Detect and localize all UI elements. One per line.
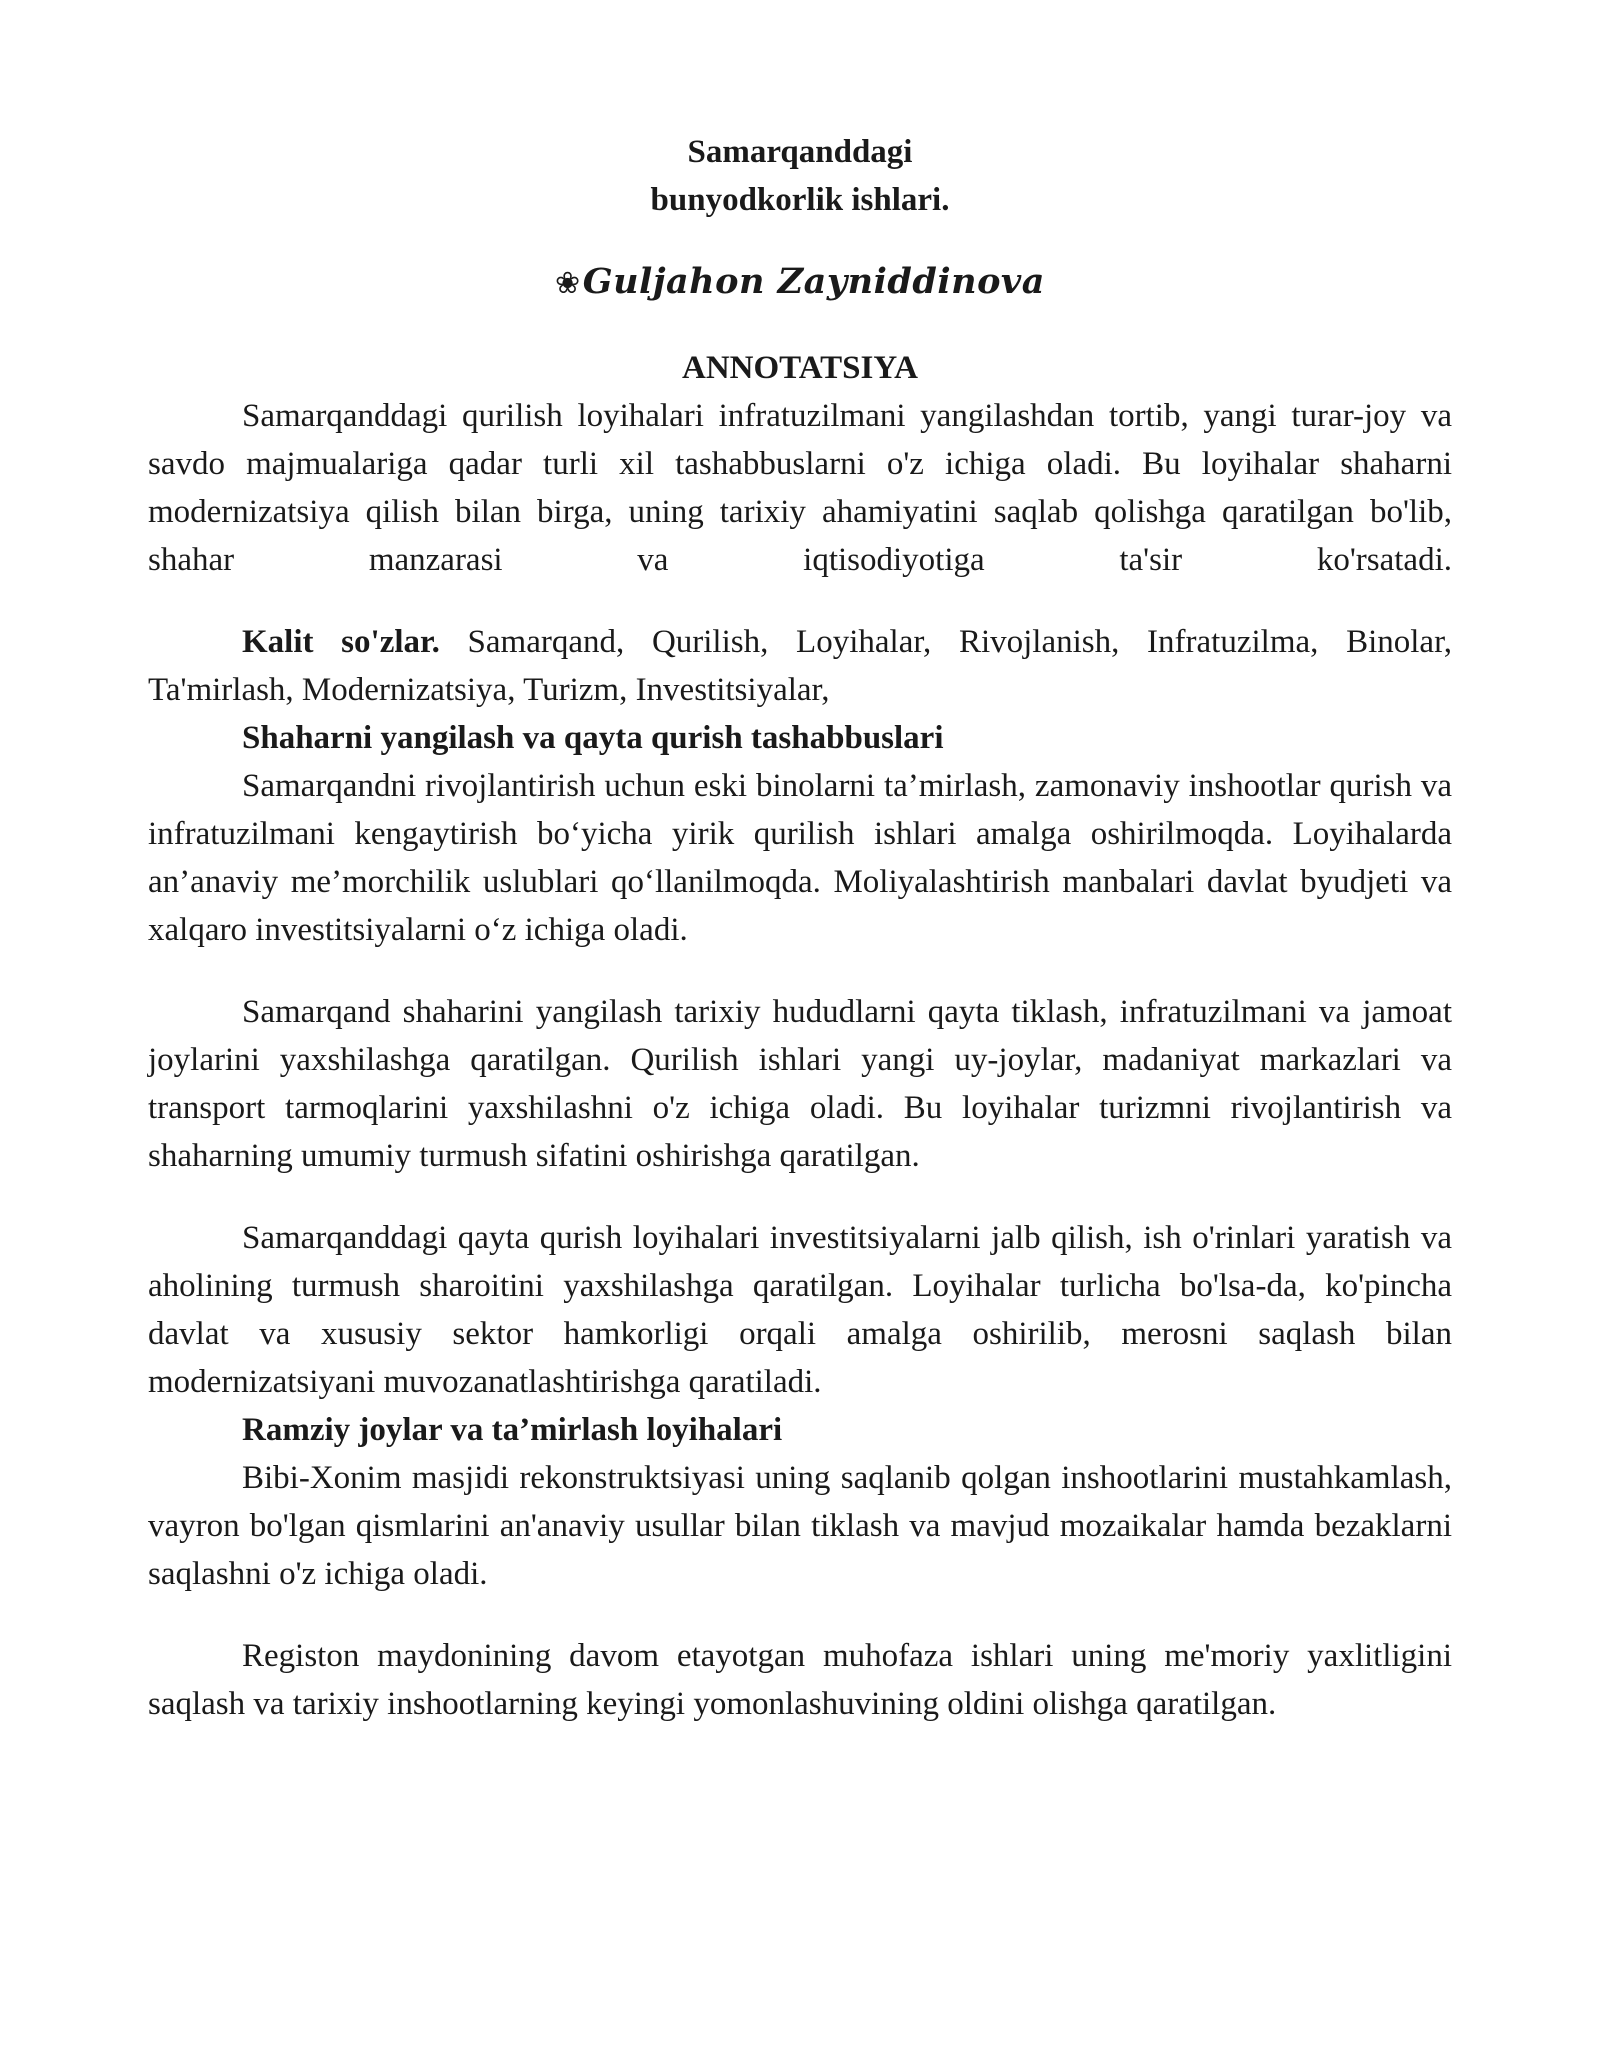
author-line xyxy=(148,258,1452,308)
section-2-paragraph-2: Registon maydonining davom etayotgan muhofaza ishlari uning me'moriy yaxlitligini saqlash va tarixiy inshootlarning keyingi yomonlashuvining oldini olishga qaratilgan. xyxy=(148,1638,1452,1722)
annotation-heading: ANNOTATSIYA xyxy=(682,350,918,386)
document-page xyxy=(148,128,1452,1728)
keywords-list: Samarqand, Qurilish, Loyihalar, Rivojlanish, Infratuzilma, Binolar, Ta'mirlash, Modernizatsiya, Turizm, Investitsiyalar, xyxy=(148,624,1452,708)
section-1-paragraph-2: Samarqand shaharini yangilash tarixiy hududlarni qayta tiklash, infratuzilmani va jamoat joylarini yaxshilashga qaratilgan. Qurilish ishlari yangi uy-joylar, madaniyat markazlari va transport tarmoqlarini yaxshilashni o'z ichiga oladi. Bu loyihalar turizmni rivojlantirish va shaharning umumiy turmush sifatini oshirishga qaratilgan. xyxy=(148,994,1452,1174)
section-1-paragraph-1: Samarqandni rivojlantirish uchun eski binolarni ta’mirlash, zamonaviy inshootlar qurish va infratuzilmani kengaytirish bo‘yicha yirik qurilish ishlari amalga oshirilmoqda. Loyihalarda an’anaviy me’morchilik uslublari qo‘llanilmoqda. Moliyalashtirish manbalari davlat byudjeti va xalqaro investitsiyalarni o‘z ichiga oladi. xyxy=(148,768,1452,948)
annotation-paragraph: Samarqanddagi qurilish loyihalari infratuzilmani yangilashdan tortib, yangi turar-joy va savdo majmualariga qadar turli xil tashabbuslarni o'z ichiga oladi. Bu loyihalar shaharni modernizatsiya qilish bilan birga, uning tarixiy ahamiyatini saqlab qolishga qaratilgan bo'lib, shahar manzarasi va iqtisodiyotiga ta'sir ko'rsatadi. xyxy=(148,398,1452,578)
section-heading-landmarks: Ramziy joylar va ta’mirlash loyihalari xyxy=(242,1412,783,1448)
flower-icon: ❀ xyxy=(555,266,581,301)
section-2-paragraph-1: Bibi-Xonim masjidi rekonstruktsiyasi uning saqlanib qolgan inshootlarini mustahkamlash, vayron bo'lgan qismlarini an'anaviy usullar bilan tiklash va mavjud mozaikalar hamda bezaklarni saqlashni o'z ichiga oladi. xyxy=(148,1460,1452,1592)
section-heading-urban-renewal: Shaharni yangilash va qayta qurish tashabbuslari xyxy=(242,720,944,756)
document-title-line-2: bunyodkorlik ishlari. xyxy=(650,182,950,218)
keywords-label: Kalit so'zlar. xyxy=(242,624,440,660)
document-title-line-1: Samarqanddagi xyxy=(687,134,913,170)
keywords-paragraph xyxy=(148,618,1452,714)
section-1-paragraph-3: Samarqanddagi qayta qurish loyihalari investitsiyalarni jalb qilish, ish o'rinlari yaratish va aholining turmush sharoitini yaxshilashga qaratilgan. Loyihalar turlicha bo'lsa-da, ko'pincha davlat va xususiy sektor hamkorligi orqali amalga oshirilib, merosni saqlash bilan modernizatsiyani muvozanatlashtirishga qaratiladi. xyxy=(148,1220,1452,1400)
author-name: Guljahon Zayniddinova xyxy=(582,261,1045,302)
